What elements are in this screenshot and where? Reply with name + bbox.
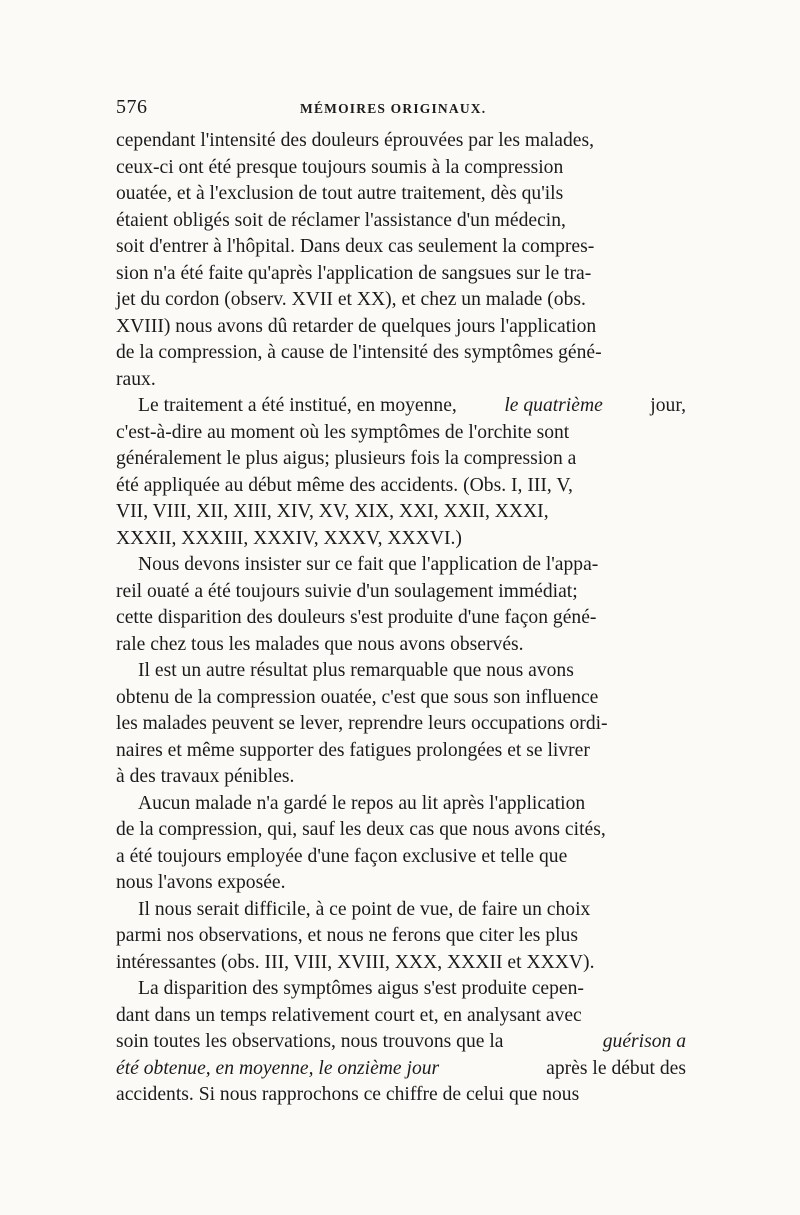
text-line: de la compression, qui, sauf les deux cas que nous avons cités, <box>116 819 606 840</box>
text-line: généralement le plus aigus; plusieurs fois la compression a <box>116 448 577 469</box>
text-line: VII, VIII, XII, XIII, XIV, XV, XIX, XXI, XXII, XXXI, <box>116 501 549 522</box>
page-number: 576 <box>116 96 148 118</box>
text-line: soin toutes les observations, nous trouvons que la guérison a <box>116 1031 686 1052</box>
text-line: cette disparition des douleurs s'est produite d'une façon géné- <box>116 607 597 628</box>
text-line: ouatée, et à l'exclusion de tout autre traitement, dès qu'ils <box>116 183 564 204</box>
text-line: XVIII) nous avons dû retarder de quelques jours l'application <box>116 315 597 337</box>
text-line: XXXII, XXXIII, XXXIV, XXXV, XXXVI.) <box>116 527 462 549</box>
text-line: dant dans un temps relativement court et, en analysant avec <box>116 1004 582 1026</box>
text-line: accidents. Si nous rapprochons ce chiffre de celui que nous <box>116 1084 580 1105</box>
text-line: été obtenue, en moyenne, le onzième jour après le début des <box>116 1057 686 1079</box>
text-line: Nous devons insister sur ce fait que l'application de l'appa- <box>138 554 599 575</box>
text-line: étaient obligés soit de réclamer l'assistance d'un médecin, <box>116 209 566 231</box>
text-line: rale chez tous les malades que nous avons observés. <box>116 633 524 655</box>
text-line: jet du cordon (observ. XVII et XX), et chez un malade (obs. <box>116 289 586 310</box>
text-line: soit d'entrer à l'hôpital. Dans deux cas seulement la compres- <box>116 236 595 257</box>
text-line: Il est un autre résultat plus remarquable que nous avons <box>138 660 574 681</box>
text-line: sion n'a été faite qu'après l'application de sangsues sur le tra- <box>116 262 592 284</box>
running-title: MÉMOIRES ORIGINAUX. <box>300 101 487 116</box>
text-line: les malades peuvent se lever, reprendre leurs occupations ordi- <box>116 713 608 734</box>
text-line: nous l'avons exposée. <box>116 872 286 893</box>
text-line: parmi nos observations, et nous ne ferons que citer les plus <box>116 925 578 946</box>
text-line: naires et même supporter des fatigues prolongées et se livrer <box>116 739 590 761</box>
text-line: à des travaux pénibles. <box>116 766 295 787</box>
body-text <box>116 128 686 1109</box>
text-line: été appliquée au début même des accidents. (Obs. I, III, V, <box>116 474 573 496</box>
text-line: c'est-à-dire au moment où les symptômes de l'orchite sont <box>116 421 570 443</box>
text-line: Le traitement a été institué, en moyenne, le quatrième jour, <box>138 395 686 416</box>
text-line: intéressantes (obs. III, VIII, XVIII, XXX, XXXII et XXXV). <box>116 951 595 973</box>
text-line: ceux-ci ont été presque toujours soumis à la compression <box>116 156 564 178</box>
text-line: cependant l'intensité des douleurs éprouvées par les malades, <box>116 130 594 151</box>
text-line: reil ouaté a été toujours suivie d'un soulagement immédiat; <box>116 580 578 602</box>
text-line: Aucun malade n'a gardé le repos au lit après l'application <box>138 792 586 814</box>
text-line: Il nous serait difficile, à ce point de vue, de faire un choix <box>138 898 591 920</box>
text-line: La disparition des symptômes aigus s'est produite cepen- <box>138 978 584 999</box>
text-line: de la compression, à cause de l'intensité des symptômes géné- <box>116 342 602 363</box>
text-line: raux. <box>116 368 156 390</box>
text-line: a été toujours employée d'une façon exclusive et telle que <box>116 845 568 867</box>
page-header <box>116 96 686 126</box>
text-line: obtenu de la compression ouatée, c'est que sous son influence <box>116 686 599 708</box>
